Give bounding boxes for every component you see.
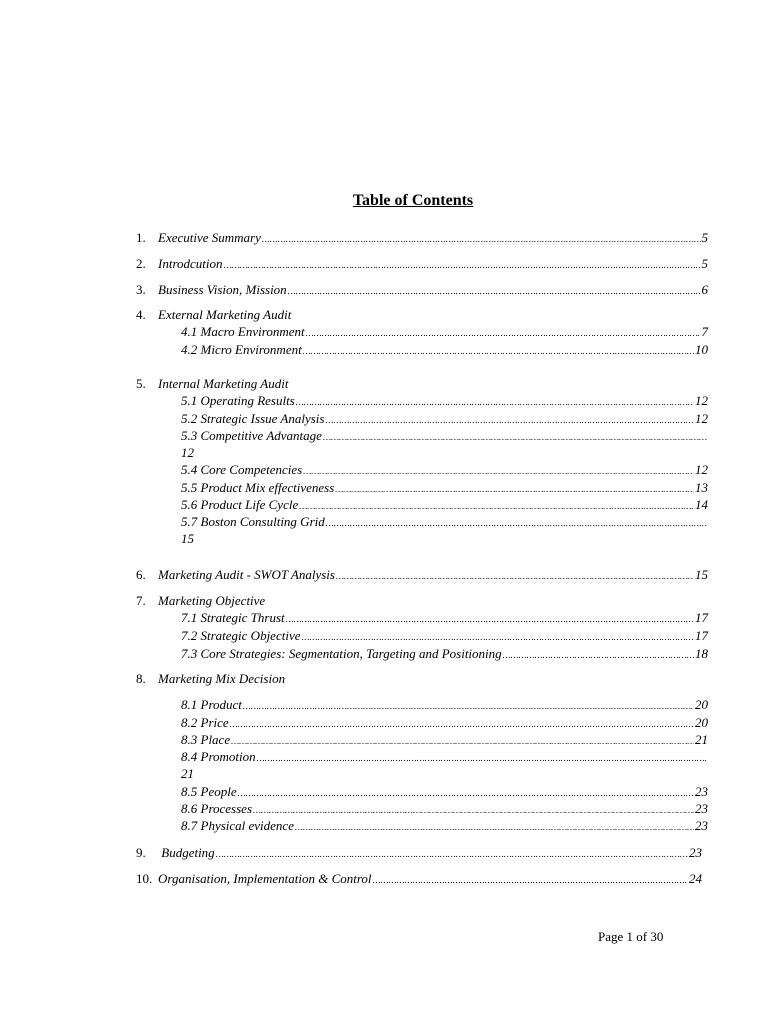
entry-label: 5.7 Boston Consulting Grid bbox=[181, 514, 325, 529]
toc-subentry[interactable] bbox=[181, 628, 708, 645]
entry-page: 17 bbox=[695, 610, 708, 625]
entry-page: 5 bbox=[701, 256, 708, 271]
entry-label: 4.1 Macro Environment bbox=[181, 324, 305, 339]
toc-heading[interactable] bbox=[136, 376, 708, 392]
toc-subentry[interactable] bbox=[181, 497, 708, 514]
toc-subentry[interactable] bbox=[181, 393, 708, 410]
entry-number: 1. bbox=[136, 230, 146, 245]
entry-label: Marketing Objective bbox=[158, 593, 266, 608]
entry-page: 12 bbox=[695, 393, 708, 408]
dot-leader bbox=[224, 257, 701, 273]
toc-entry[interactable] bbox=[136, 567, 708, 584]
entry-label: 8.2 Price bbox=[181, 715, 229, 730]
dot-leader bbox=[257, 750, 707, 766]
entry-number: 2. bbox=[136, 256, 146, 271]
entry-page: 20 bbox=[695, 715, 708, 730]
dot-leader bbox=[336, 568, 694, 584]
dot-leader bbox=[299, 498, 694, 514]
entry-label: 5.2 Strategic Issue Analysis bbox=[181, 411, 325, 426]
entry-label: 7.3 Core Strategies: Segmentation, Targeting and Positioning bbox=[181, 646, 502, 661]
entry-number: 9. bbox=[136, 845, 146, 860]
entry-label: Introdcution bbox=[158, 256, 223, 271]
toc-subentry[interactable] bbox=[181, 715, 708, 732]
toc-subentry[interactable] bbox=[181, 818, 708, 835]
entry-number: 8. bbox=[136, 671, 146, 686]
dot-leader bbox=[230, 716, 694, 732]
toc-entry[interactable] bbox=[136, 871, 702, 888]
entry-page: 23 bbox=[695, 818, 708, 833]
entry-label: Internal Marketing Audit bbox=[158, 376, 289, 391]
dot-leader bbox=[243, 698, 694, 714]
toc-subentry[interactable] bbox=[181, 801, 708, 818]
toc-subentry[interactable] bbox=[181, 462, 708, 479]
toc-subentry[interactable] bbox=[181, 480, 708, 497]
entry-label: 8.3 Place bbox=[181, 732, 231, 747]
entry-page: 6 bbox=[701, 282, 708, 297]
entry-label: 7.2 Strategic Objective bbox=[181, 628, 301, 643]
entry-page: 12 bbox=[695, 411, 708, 426]
dot-leader bbox=[303, 463, 694, 479]
dot-leader bbox=[288, 283, 701, 299]
entry-number: 10. bbox=[136, 871, 153, 886]
dot-leader bbox=[253, 802, 694, 818]
toc-heading[interactable] bbox=[136, 307, 708, 323]
toc-entry[interactable] bbox=[136, 230, 708, 247]
entry-label: 5.1 Operating Results bbox=[181, 393, 295, 408]
dot-leader bbox=[335, 481, 694, 497]
entry-label: Executive Summary bbox=[158, 230, 261, 245]
dot-leader bbox=[323, 429, 707, 445]
entry-page: 23 bbox=[695, 801, 708, 816]
entry-page: 14 bbox=[695, 497, 708, 512]
toc-subentry[interactable] bbox=[181, 324, 708, 341]
entry-page: 21 bbox=[695, 732, 708, 747]
entry-page: 15 bbox=[181, 531, 194, 546]
toc-heading[interactable] bbox=[136, 593, 708, 609]
entry-page: 20 bbox=[695, 697, 708, 712]
entry-number: 7. bbox=[136, 593, 146, 608]
toc-subentry[interactable] bbox=[181, 732, 708, 749]
entry-label: Organisation, Implementation & Control bbox=[158, 871, 372, 886]
dot-leader bbox=[302, 629, 695, 645]
toc-entry[interactable] bbox=[136, 845, 702, 862]
entry-page: 23 bbox=[695, 784, 708, 799]
entry-label: Marketing Mix Decision bbox=[158, 671, 286, 686]
toc-entry[interactable] bbox=[136, 282, 708, 299]
dot-leader bbox=[286, 611, 694, 627]
dot-leader bbox=[326, 515, 707, 531]
dot-leader bbox=[373, 872, 688, 888]
entry-label: 8.6 Processes bbox=[181, 801, 253, 816]
entry-number: 3. bbox=[136, 282, 146, 297]
entry-label: External Marketing Audit bbox=[158, 307, 292, 322]
entry-label: 5.4 Core Competencies bbox=[181, 462, 303, 477]
entry-page: 23 bbox=[689, 845, 702, 860]
dot-leader bbox=[303, 343, 694, 359]
dot-leader bbox=[325, 412, 694, 428]
entry-label: 5.3 Competitive Advantage bbox=[181, 428, 322, 443]
entry-label: 5.5 Product Mix effectiveness bbox=[181, 480, 335, 495]
entry-label: 4.2 Micro Environment bbox=[181, 342, 302, 357]
entry-page: 12 bbox=[695, 462, 708, 477]
dot-leader bbox=[503, 647, 694, 663]
entry-label: Budgeting bbox=[158, 845, 215, 860]
entry-label: Business Vision, Mission bbox=[158, 282, 287, 297]
toc-subentry[interactable] bbox=[181, 514, 708, 531]
entry-number: 6. bbox=[136, 567, 146, 582]
entry-page: 7 bbox=[701, 324, 708, 339]
entry-page: 18 bbox=[695, 646, 708, 661]
toc-entry[interactable] bbox=[136, 256, 708, 273]
entry-number: 4. bbox=[136, 307, 146, 322]
entry-label: 8.7 Physical evidence bbox=[181, 818, 294, 833]
dot-leader bbox=[262, 231, 701, 247]
dot-leader bbox=[231, 733, 694, 749]
page-number: Page 1 of 30 bbox=[598, 929, 664, 944]
entry-page: 13 bbox=[695, 480, 708, 495]
entry-number: 5. bbox=[136, 376, 146, 391]
toc-subentry[interactable] bbox=[181, 411, 708, 428]
toc-subentry[interactable] bbox=[181, 784, 708, 801]
entry-label: 8.4 Promotion bbox=[181, 749, 256, 764]
toc-subentry[interactable] bbox=[181, 342, 708, 359]
dot-leader bbox=[296, 394, 694, 410]
toc-subentry[interactable] bbox=[181, 697, 708, 714]
dot-leader bbox=[306, 325, 701, 341]
toc-subentry[interactable] bbox=[181, 646, 708, 663]
entry-label: 8.5 People bbox=[181, 784, 237, 799]
entry-page: 17 bbox=[695, 628, 708, 643]
entry-page: 24 bbox=[689, 871, 702, 886]
dot-leader bbox=[295, 819, 694, 835]
toc-subentry[interactable] bbox=[181, 428, 708, 445]
entry-label: Marketing Audit - SWOT Analysis bbox=[158, 567, 335, 582]
entry-label: 5.6 Product Life Cycle bbox=[181, 497, 299, 512]
entry-page: 5 bbox=[701, 230, 708, 245]
entry-label: 7.1 Strategic Thrust bbox=[181, 610, 285, 625]
dot-leader bbox=[216, 846, 688, 862]
toc-title: Table of Contents bbox=[352, 192, 474, 209]
entry-page: 21 bbox=[181, 766, 194, 781]
entry-page: 15 bbox=[695, 567, 708, 582]
entry-page: 12 bbox=[181, 445, 194, 460]
entry-page: 10 bbox=[695, 342, 708, 357]
toc-heading[interactable] bbox=[136, 671, 708, 687]
toc-subentry[interactable] bbox=[181, 610, 708, 627]
dot-leader bbox=[238, 785, 694, 801]
entry-label: 8.1 Product bbox=[181, 697, 242, 712]
toc-subentry[interactable] bbox=[181, 749, 708, 766]
